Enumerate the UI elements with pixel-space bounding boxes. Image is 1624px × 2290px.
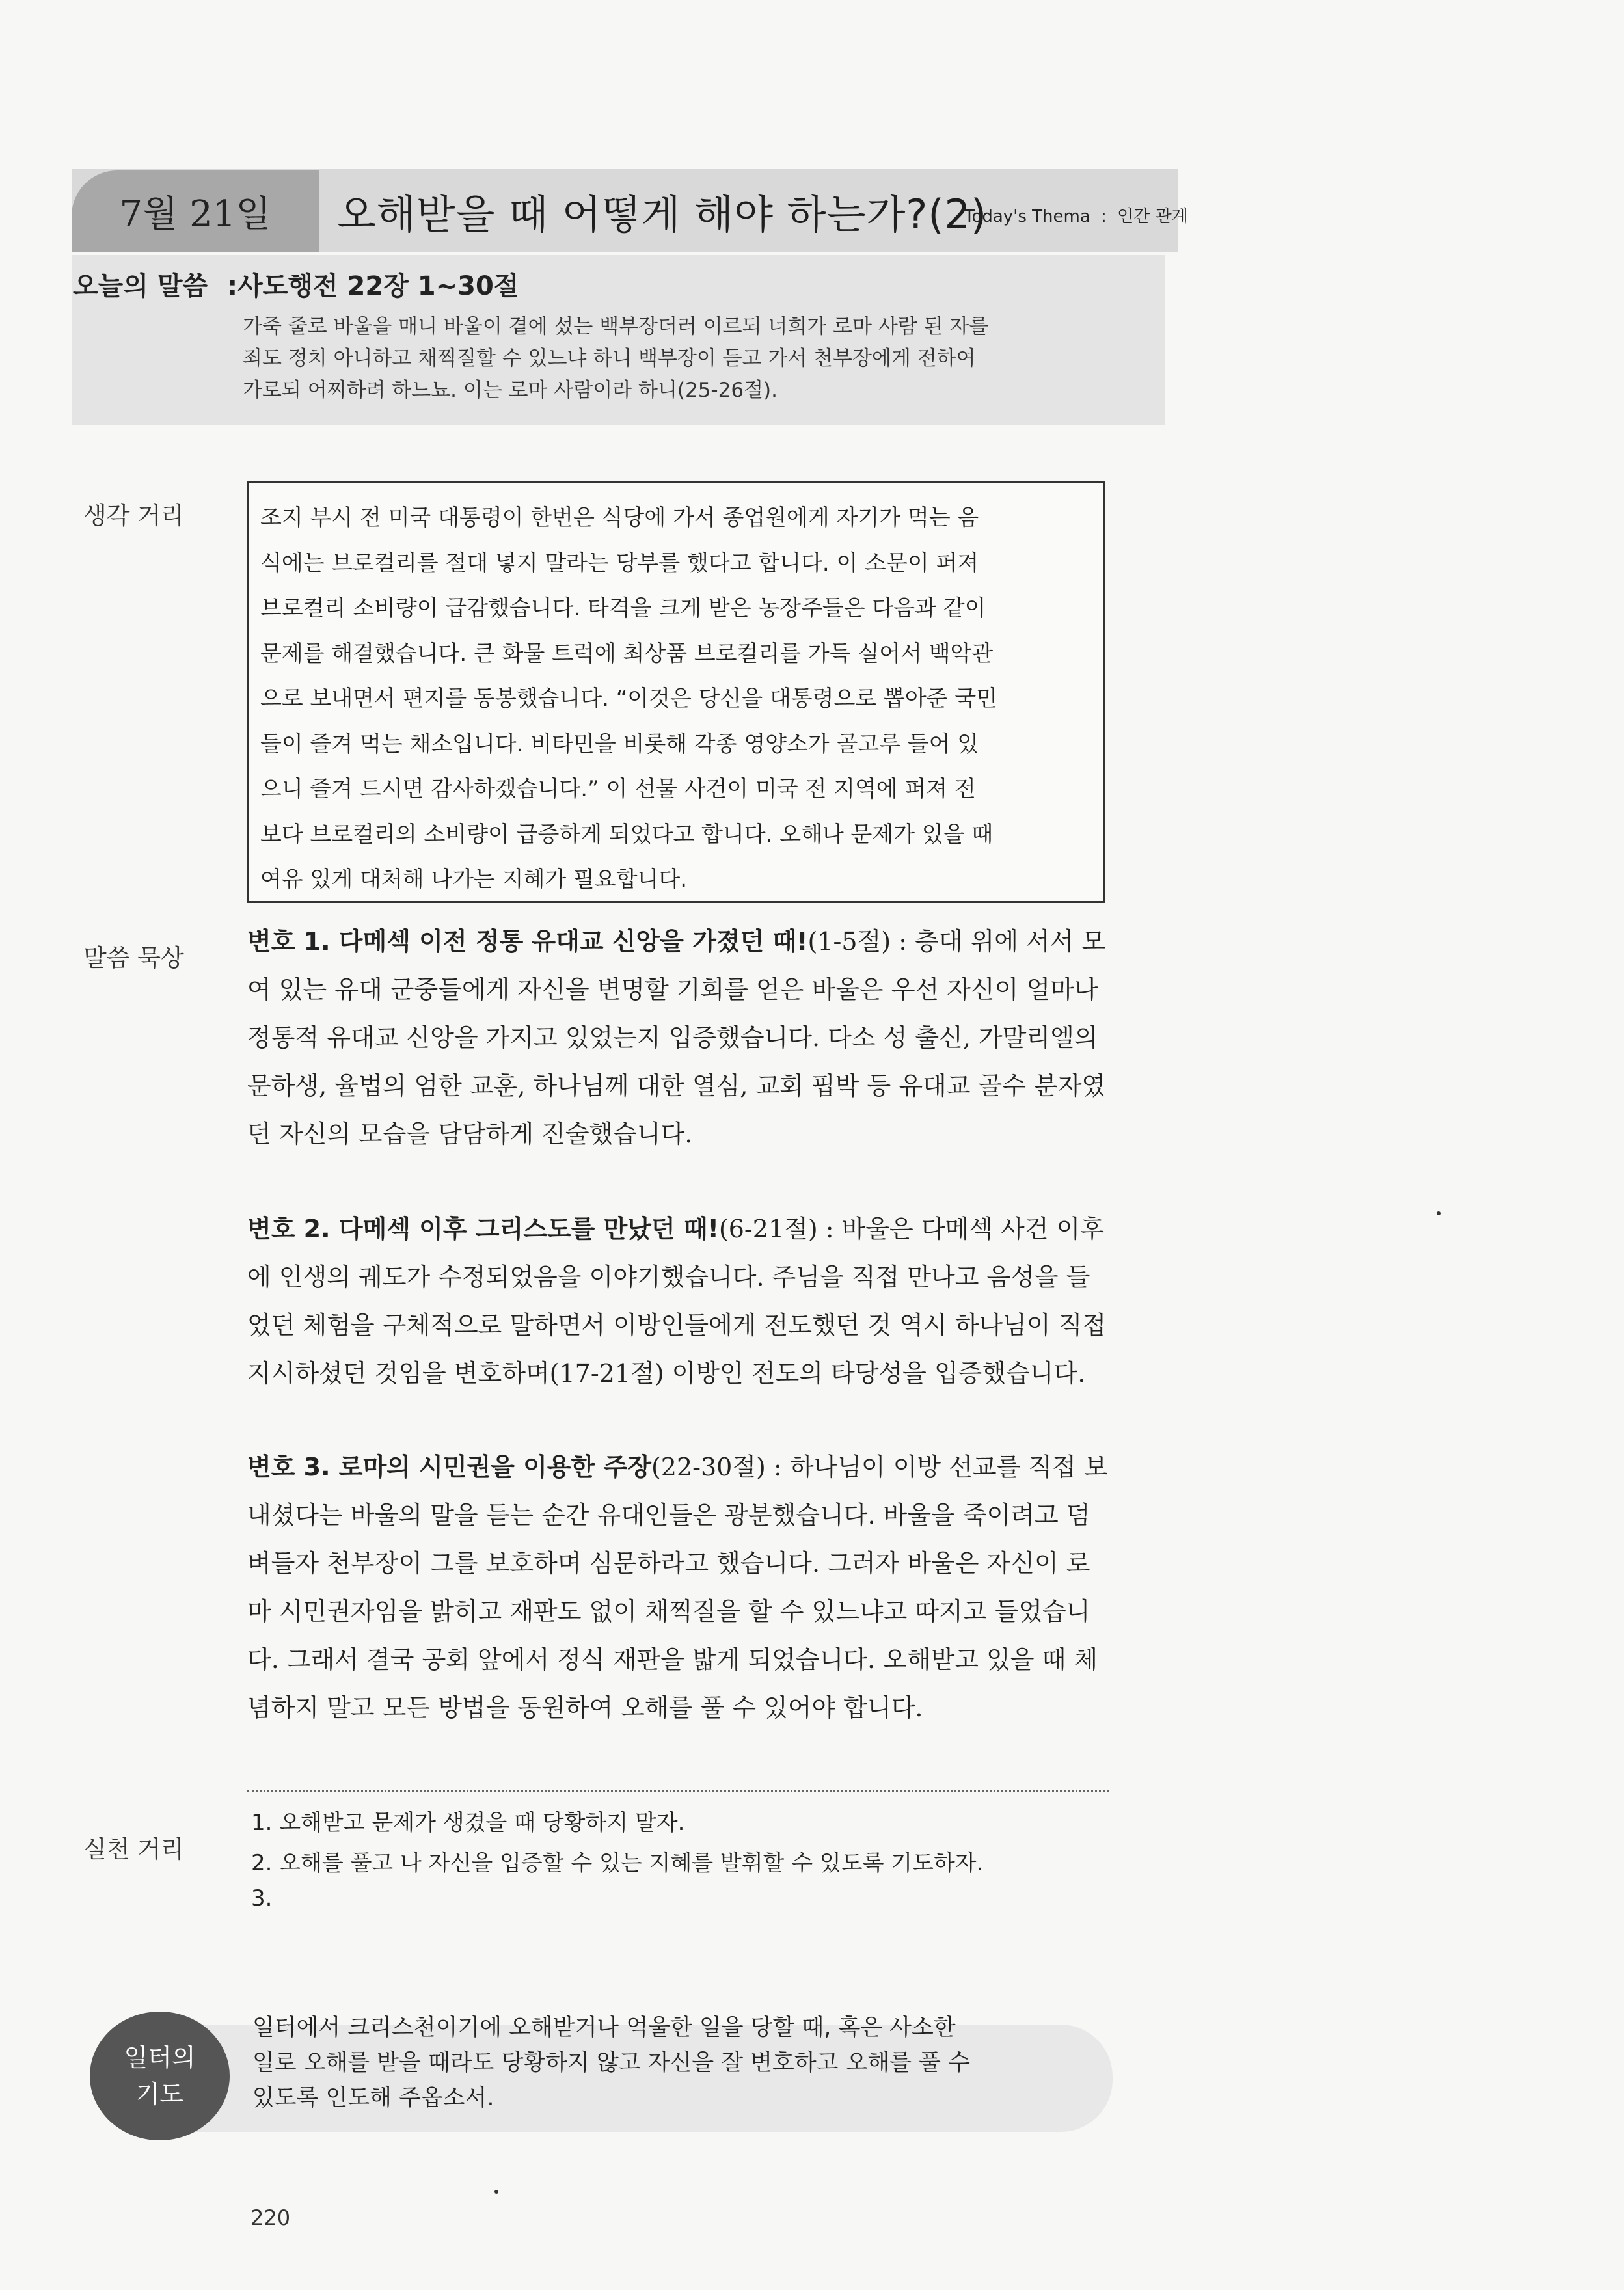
scripture-label: 오늘의 말씀 — [73, 271, 208, 301]
meditation-body-1: 층대 위에 서서 모여 있는 유대 군중들에게 자신을 변명할 기회를 얻은 바울은 우선 자신이 얼마나 정통적 유대교 신앙을 가지고 있었는지 입증했습니다. 다소 성 출신, 가말리엘의 문하생, 율법의 엄한 교훈, 하나님께 대한 열심, 교회 핍박 등 유대교 골수 분자였던 자신의 모습을 담담하게 진술했습니다. — [247, 927, 1106, 1148]
prayer-badge — [90, 2012, 230, 2140]
date-tab: 7월 21일 — [72, 170, 319, 252]
meditation-body-2: 바울은 다메섹 사건 이후에 인생의 궤도가 수정되었음을 이야기했습니다. 주님을 직접 만나고 음성을 들었던 체험을 구체적으로 말하면서 이방인들에게 전도했던 것 역시 하나님이 직접 지시하셨던 것임을 변호하며(17-21절) 이방인 전도의 타당성을 입증했습니다. — [247, 1215, 1107, 1388]
meditation-verse-2: (6-21절) : — [718, 1215, 842, 1243]
theme-separator: : — [1101, 207, 1107, 226]
theme-value: 인간 관계 — [1117, 207, 1188, 226]
thought-line: 브로컬리 소비량이 급감했습니다. 타격을 크게 받은 농장주들은 다음과 같이 — [260, 595, 986, 621]
thought-line: 으니 즐겨 드시면 감사하겠습니다.” 이 선물 사건이 미국 전 지역에 퍼져 전 — [260, 776, 976, 802]
thought-line: 보다 브로컬리의 소비량이 급증하게 되었다고 합니다. 오해나 문제가 있을 때 — [260, 821, 994, 848]
dotted-divider — [247, 1790, 1109, 1792]
practice-label: 실천 거리 — [83, 1835, 184, 1863]
meditation-paragraph-3 — [247, 1443, 1113, 1732]
scripture-line: 죄도 정치 아니하고 채찍질할 수 있느냐 하니 백부장이 듣고 가서 천부장에게 전하여 — [243, 347, 976, 370]
thought-line: 문제를 해결했습니다. 큰 화물 트럭에 최상품 브로컬리를 가득 실어서 백악관 — [260, 640, 994, 667]
scripture-heading — [73, 265, 519, 303]
scan-speck — [494, 2190, 498, 2194]
thought-line: 으로 보내면서 편지를 동봉했습니다. “이것은 당신을 대통령으로 뽑아준 국민 — [260, 686, 998, 712]
meditation-body-3: 하나님이 이방 선교를 직접 보내셨다는 바울의 말을 듣는 순간 유대인들은 광분했습니다. 바울을 죽이려고 덤벼들자 천부장이 그를 보호하며 심문하라고 했습니다. 그러자 바울은 자신이 로마 시민권자임을 밝히고 재판도 없이 채찍질을 할 수 있느냐고 따지고 들었습니다. 그래서 결국 공회 앞에서 정식 재판을 밟게 되었습니다. 오해받고 있을 때 체념하지 말고 모든 방법을 동원하여 오해를 풀 수 있어야 합니다. — [247, 1453, 1108, 1722]
theme-label: Today's Thema — [964, 207, 1090, 226]
thought-line: 들이 즐겨 먹는 채소입니다. 비타민을 비롯해 각종 영양소가 골고루 들어 있 — [260, 731, 979, 757]
scripture-line: 가죽 줄로 바울을 매니 바울이 곁에 섰는 백부장더러 이르되 너희가 로마 사람 된 자를 — [243, 315, 989, 338]
scripture-text — [243, 311, 1108, 407]
scripture-line: 가로되 어찌하려 하느뇨. 이는 로마 사람이라 하니(25-26절). — [243, 379, 778, 402]
page-title: 오해받을 때 어떻게 해야 하는가?(2) — [337, 191, 988, 238]
theme-line — [964, 203, 1188, 227]
prayer-label-line1: 일터의 — [124, 2043, 196, 2072]
thought-line: 조지 부시 전 미국 대통령이 한번은 식당에 가서 종업원에게 자기가 먹는 음 — [260, 505, 979, 531]
practice-item-2: 2. 오해를 풀고 나 자신을 입증할 수 있는 지혜를 발휘할 수 있도록 기도하자. — [251, 1850, 984, 1876]
meditation-verse-1: (1-5절) : — [807, 927, 915, 956]
meditation-paragraph-2 — [247, 1205, 1113, 1397]
thought-line: 여유 있게 대처해 나가는 지혜가 필요합니다. — [260, 867, 688, 893]
meditation-head-2: 변호 2. 다메섹 이후 그리스도를 만났던 때! — [247, 1215, 719, 1243]
thought-line: 식에는 브로컬리를 절대 넣지 말라는 당부를 했다고 합니다. 이 소문이 퍼져 — [260, 550, 979, 576]
prayer-line: 있도록 인도해 주옵소서. — [252, 2085, 494, 2111]
practice-item-1: 1. 오해받고 문제가 생겼을 때 당황하지 말자. — [251, 1810, 685, 1836]
prayer-label-line2: 기도 — [135, 2080, 184, 2108]
meditation-verse-3: (22-30절) : — [651, 1453, 790, 1481]
thought-label: 생각 거리 — [83, 502, 184, 530]
meditation-label: 말씀 묵상 — [83, 944, 184, 972]
meditation-head-1: 변호 1. 다메섹 이전 정통 유대교 신앙을 가졌던 때! — [247, 927, 808, 956]
meditation-head-3: 변호 3. 로마의 시민권을 이용한 주장 — [247, 1453, 651, 1481]
scripture-reference: :사도행전 22장 1~30절 — [227, 271, 519, 301]
thought-text — [260, 496, 1093, 903]
prayer-text — [252, 2010, 1118, 2116]
prayer-line: 일로 오해를 받을 때라도 당황하지 않고 자신을 잘 변호하고 오해를 풀 수 — [252, 2050, 970, 2076]
practice-item-3: 3. — [251, 1885, 273, 1911]
scan-speck — [1437, 1211, 1441, 1215]
meditation-paragraph-1 — [247, 917, 1113, 1158]
prayer-line: 일터에서 크리스천이기에 오해받거나 억울한 일을 당할 때, 혹은 사소한 — [252, 2015, 956, 2041]
page-number: 220 — [250, 2205, 291, 2230]
